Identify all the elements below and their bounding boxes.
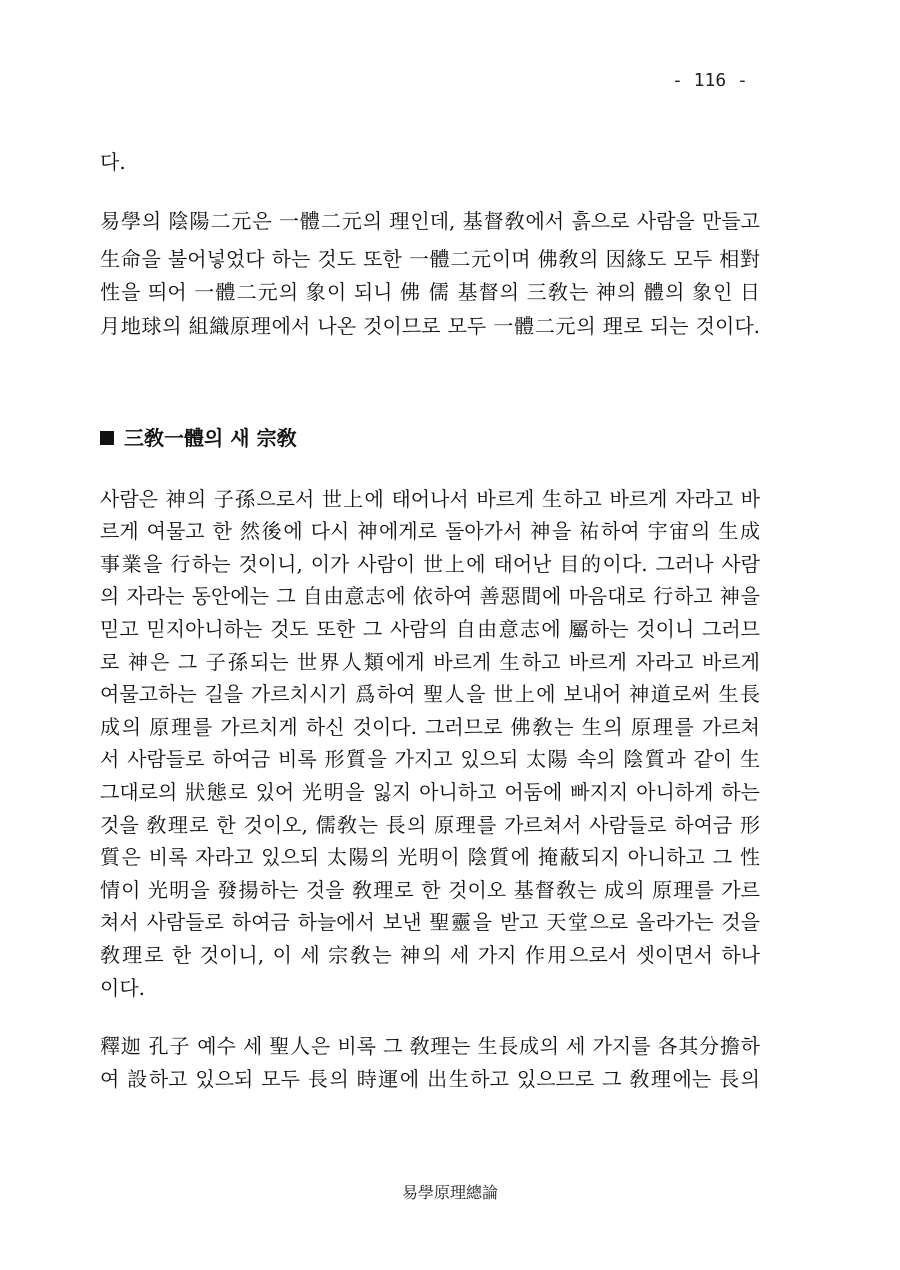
paragraph-2-line-2: 生命을 불어넣었다 하는 것도 또한 一體二元이며 佛敎의 因緣도 모두 相對	[100, 247, 760, 271]
paragraph-3-line-12: 質은 비록 자라고 있으되 太陽의 光明이 陰質에 掩蔽되지 아니하고 그 性	[100, 845, 760, 869]
footer-book-title: 易學原理總論	[401, 1183, 498, 1202]
page-number: - 116 -	[672, 70, 748, 91]
paragraph-3-line-8: 成의 原理를 가르치게 하신 것이다. 그러므로 佛敎는 生의 原理를 가르쳐	[100, 715, 760, 739]
paragraph-3-line-15: 敎理로 한 것이니, 이 세 宗敎는 神의 세 가지 作用으로서 셋이면서 하나	[100, 943, 760, 967]
paragraph-3-line-10: 그대로의 狀態로 있어 光明을 잃지 아니하고 어둠에 빠지지 아니하게 하는	[100, 780, 760, 804]
paragraph-3-line-4: 의 자라는 동안에는 그 自由意志에 依하여 善惡間에 마음대로 行하고 神을	[100, 584, 760, 608]
paragraph-3-line-6: 로 神은 그 子孫되는 世界人類에게 바르게 生하고 바르게 자라고 바르게	[100, 650, 760, 674]
paragraph-3-line-16: 이다.	[100, 976, 145, 1000]
paragraph-2-line-1: 易學의 陰陽二元은 一體二元의 理인데, 基督敎에서 흙으로 사람을 만들고	[100, 209, 760, 233]
paragraph-1-line-1: 다.	[100, 150, 126, 174]
square-bullet-icon	[100, 431, 114, 445]
paragraph-3-line-14: 쳐서 사람들로 하여금 하늘에서 보낸 聖靈을 받고 天堂으로 올라가는 것을	[100, 910, 760, 934]
paragraph-4-line-2: 여 設하고 있으되 모두 長의 時運에 出生하고 있으므로 그 敎理에는 長의	[100, 1067, 760, 1091]
paragraph-3-line-5: 믿고 믿지아니하는 것도 또한 그 사람의 自由意志에 屬하는 것이니 그러므	[100, 617, 760, 641]
paragraph-2-line-4: 月地球의 組織原理에서 나온 것이므로 모두 一體二元의 理로 되는 것이다.	[100, 314, 760, 338]
paragraph-3-line-3: 事業을 行하는 것이니, 이가 사람이 世上에 태어난 目的이다. 그러나 사람	[100, 552, 760, 576]
paragraph-2-line-3: 性을 띄어 一體二元의 象이 되니 佛 儒 基督의 三敎는 神의 體의 象인 日	[100, 280, 760, 304]
paragraph-3-line-13: 情이 光明을 發揚하는 것을 敎理로 한 것이오 基督敎는 成의 原理를 가르	[100, 878, 760, 902]
paragraph-3-line-9: 서 사람들로 하여금 비록 形質을 가지고 있으되 太陽 속의 陰質과 같이 生	[100, 747, 760, 771]
paragraph-3-line-7: 여물고하는 길을 가르치시기 爲하여 聖人을 世上에 보내어 神道로써 生長	[100, 682, 760, 706]
paragraph-3-line-11: 것을 敎理로 한 것이오, 儒敎는 長의 原理를 가르쳐서 사람들로 하여금 形	[100, 813, 760, 837]
section-heading	[100, 422, 297, 451]
section-heading-text: 三敎一體의 새 宗敎	[124, 426, 297, 450]
paragraph-3-line-2: 르게 여물고 한 然後에 다시 神에게로 돌아가서 神을 祐하여 宇宙의 生成	[100, 519, 760, 543]
paragraph-4-line-1: 釋迦 孔子 예수 세 聖人은 비록 그 敎理는 生長成의 세 가지를 各其分擔하	[100, 1034, 760, 1058]
paragraph-3-line-1: 사람은 神의 子孫으로서 世上에 태어나서 바르게 生하고 바르게 자라고 바	[100, 487, 760, 511]
